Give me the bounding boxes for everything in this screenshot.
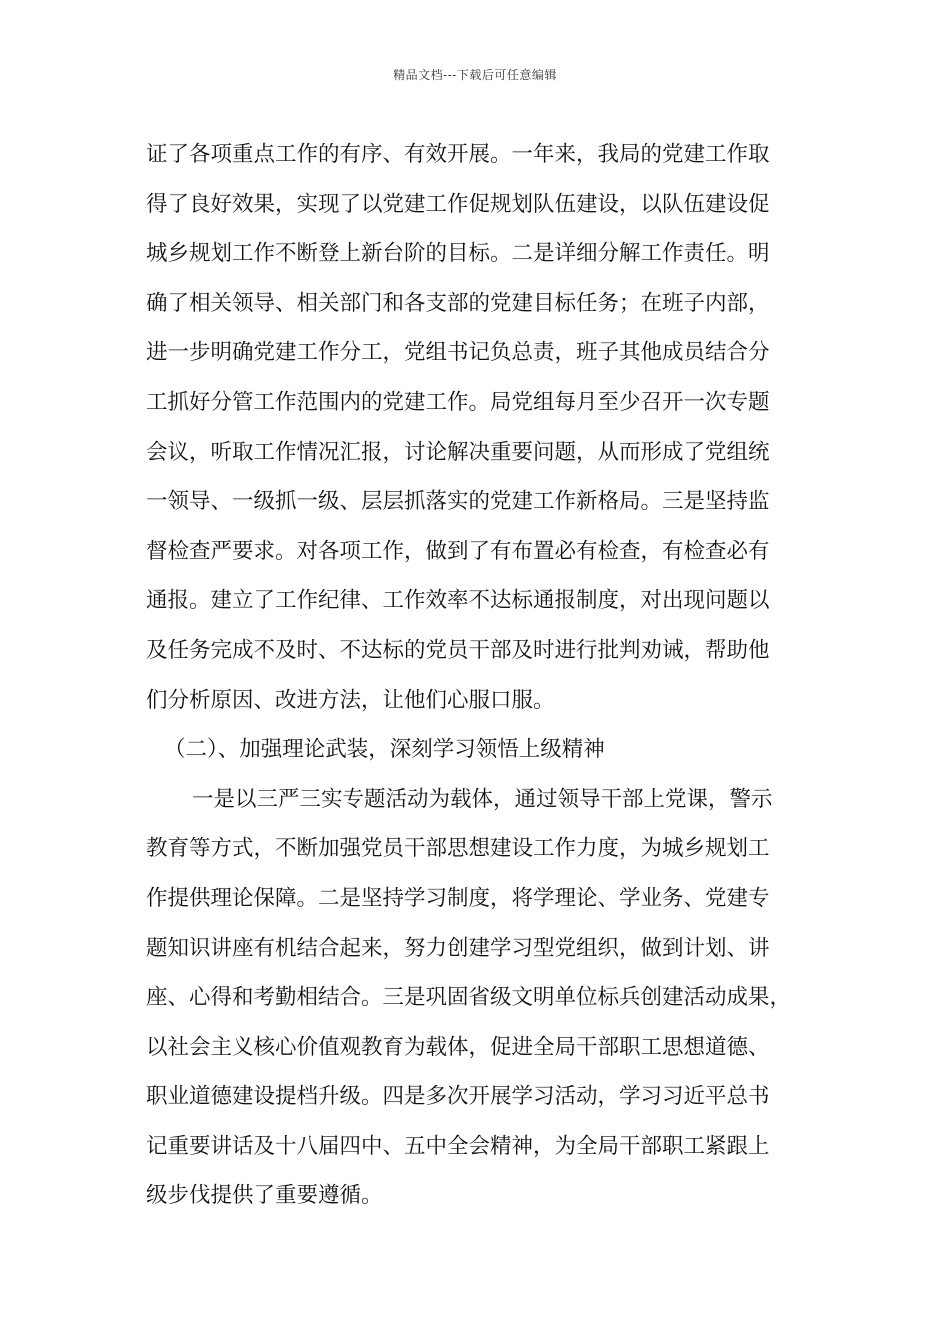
text-line: 通报。建立了工作纪律、工作效率不达标通报制度，对出现问题以 xyxy=(146,588,770,614)
text-line: 进一步明确党建工作分工，党组书记负总责，班子其他成员结合分 xyxy=(146,340,770,366)
text-line: 们分析原因、改进方法，让他们心服口服。 xyxy=(146,687,555,713)
text-line: 一领导、一级抓一级、层层抓落实的党建工作新格局。三是坚持监 xyxy=(146,489,770,515)
page-header: 精品文档---下载后可任意编辑 xyxy=(393,68,557,82)
text-line: 记重要讲话及十八届四中、五中全会精神，为全局干部职工紧跟上 xyxy=(146,1133,770,1159)
text-line: 督检查严要求。对各项工作，做到了有布置必有检查，有检查必有 xyxy=(146,538,770,564)
text-line: 座、心得和考勤相结合。三是巩固省级文明单位标兵创建活动成果， xyxy=(146,985,792,1011)
text-line: 证了各项重点工作的有序、有效开展。一年来，我局的党建工作取 xyxy=(146,142,770,167)
text-line: 一是以三严三实专题活动为载体，通过领导干部上党课，警示 xyxy=(192,786,773,812)
text-line: 教育等方式，不断加强党员干部思想建设工作力度，为城乡规划工 xyxy=(146,836,770,862)
text-line: 得了良好效果，实现了以党建工作促规划队伍建设，以队伍建设促 xyxy=(146,191,770,217)
text-line: 作提供理论保障。二是坚持学习制度，将学理论、学业务、党建专 xyxy=(146,885,770,911)
text-line: 职业道德建设提档升级。四是多次开展学习活动，学习习近平总书 xyxy=(146,1084,770,1110)
text-line: 及任务完成不及时、不达标的党员干部及时进行批判劝诫，帮助他 xyxy=(146,637,770,663)
text-line: 题知识讲座有机结合起来，努力创建学习型党组织，做到计划、讲 xyxy=(146,935,770,961)
document-body xyxy=(146,130,836,1221)
text-line: 确了相关领导、相关部门和各支部的党建目标任务；在班子内部， xyxy=(146,290,770,316)
text-line: 级步伐提供了重要遵循。 xyxy=(146,1183,383,1209)
text-line: 会议，听取工作情况汇报，讨论解决重要问题，从而形成了党组统 xyxy=(146,439,770,465)
section-heading: （二）、加强理论武装，深刻学习领悟上级精神 xyxy=(164,737,605,763)
text-line: 以社会主义核心价值观教育为载体，促进全局干部职工思想道德、 xyxy=(146,1034,770,1060)
text-line: 城乡规划工作不断登上新台阶的目标。二是详细分解工作责任。明 xyxy=(146,241,770,267)
text-line: 工抓好分管工作范围内的党建工作。局党组每月至少召开一次专题 xyxy=(146,389,770,415)
